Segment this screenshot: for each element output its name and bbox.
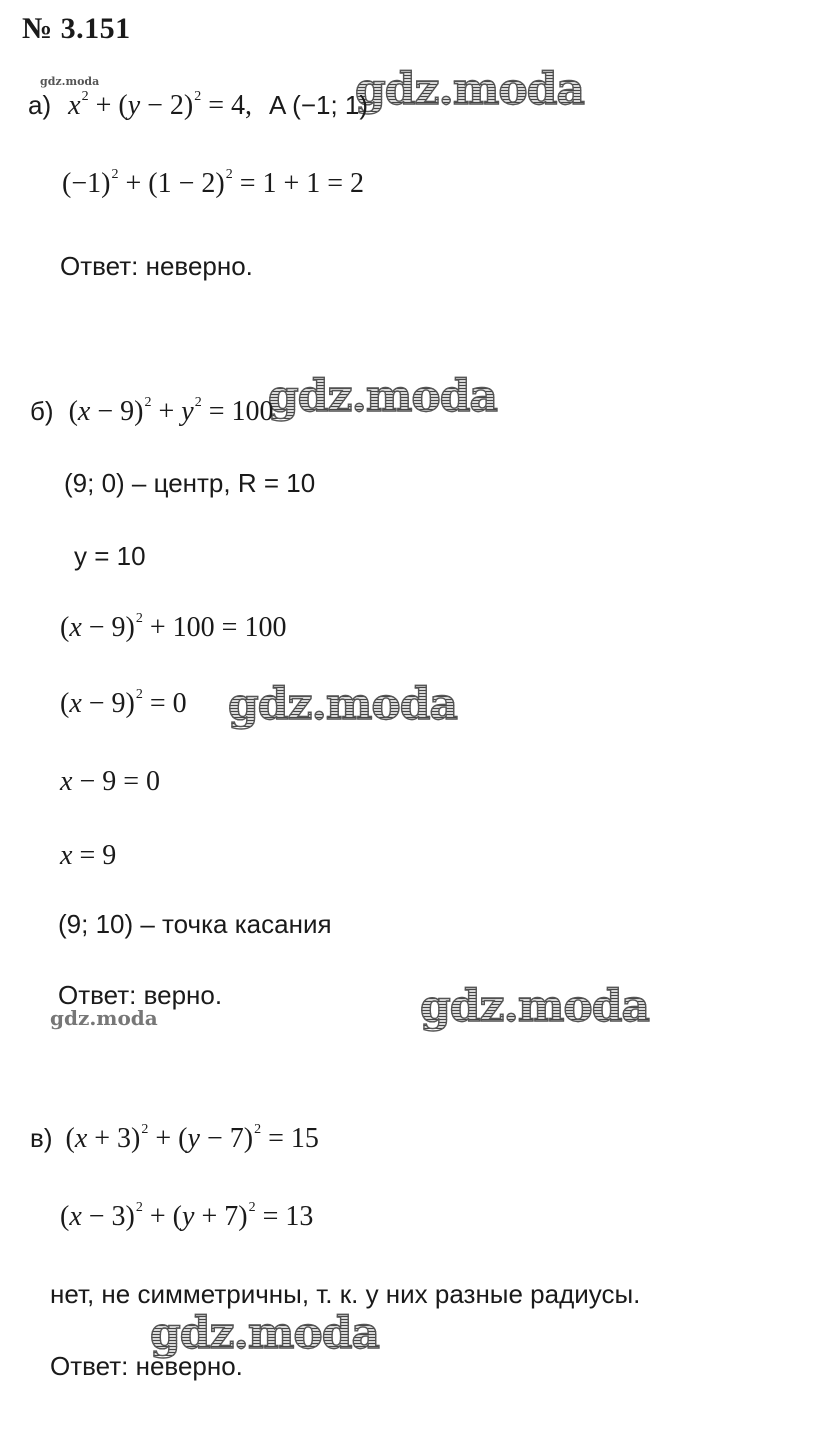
problem-number: № 3.151 [22,12,131,45]
watermark-small-top: gdz.moda [40,75,100,88]
part-b-answer: Ответ: верно. [58,980,223,1010]
part-v-answer: Ответ: неверно. [50,1351,243,1381]
watermark-3: gdz.moda [228,679,458,730]
part-b-step-1: $(x - 9)^2 + 100 = 100$ [60,611,287,643]
part-b-center: (9; 0) – центр, R = 10 [64,468,316,498]
part-v-equation-2: $(x - 3)^2 + (y + 7)^2 = 13$ [60,1200,314,1232]
part-v-equation-1: в) $(x + 3)^2 + (y - 7)^2 = 15$ [30,1122,319,1154]
part-b-step-2: $(x - 9)^2 = 0$ [60,687,187,719]
part-b-equation: б) $(x - 9)^2 + y^2 = 100$ [30,395,274,427]
watermark-5: gdz.moda [150,1308,380,1359]
watermark-2: gdz.moda [268,371,498,422]
watermark-4: gdz.moda [420,981,650,1032]
part-b-step-3: x − 9 = 0 [60,766,161,797]
part-b-tangent-point: (9; 10) – точка касания [58,909,332,939]
part-b-y-line: y = 10 [74,541,146,571]
part-a-calculation: $(-1)^2 + (1 - 2)^2 = 1 + 1 = 2$ [62,167,365,199]
part-a-equation: а) $x^2 + (y - 2)^2 = 4$, A (−1; 1) [28,89,369,121]
part-a-answer: Ответ: неверно. [60,251,253,281]
watermark-1: gdz.moda [355,64,585,115]
part-v-conclusion: нет, не симметричны, т. к. у них разные радиусы. [50,1279,641,1309]
watermark-small-bottom: gdz.moda [50,1006,158,1030]
part-b-step-4: x = 9 [60,840,117,871]
